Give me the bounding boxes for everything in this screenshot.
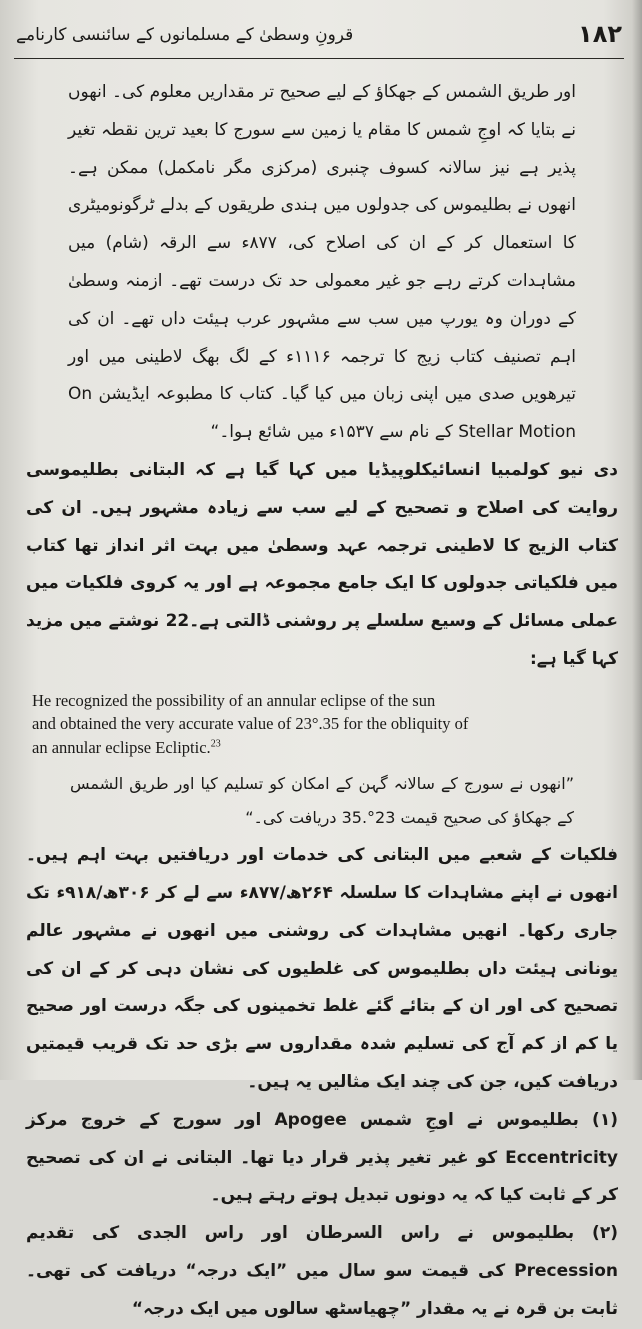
english-quote-line-1: He recognized the possibility of an annular eclipse of the sun: [32, 690, 436, 710]
list-item-2: (۲) بطلیموس نے راس السرطان اور راس الجدی کی تقدیم Precession کی قیمت سو سال میں ”ایک درجہ“ دریافت کی تھی۔ ثابت بن قرہ نے یہ مقدار ”چھیاسٹھ سالوں میں ایک درجہ“: [26, 1223, 618, 1319]
quoted-passage: اور طریق الشمس کے جھکاؤ کے لیے صحیح تر مقداریں معلوم کی۔ انھوں نے بتایا کہ اوجِ شمس کا مقام یا زمین سے سورج کا بعید ترین نقطہ تغیر پذیر ہے نیز سالانہ کسوف چنبری (مرکزی مگر نامکمل) ممکن ہے۔ انھوں نے بطلیموس کی جدولوں میں ہندی طریقوں کے بدلے ٹرگونومیٹری کا استعمال کر کے ان کی اصلاح کی، ۸۷۷ء سے الرقہ (شام) میں مشاہدات کرتے رہے جو غیر معمولی حد تک درست تھے۔ ازمنہ وسطیٰ کے دوران وہ یورپ میں سب سے مشہور عرب ہیئت داں تھے۔ ان کی اہم تصنیف کتاب زیج کا ترجمہ ۱۱۱۶ء کے لگ بھگ لاطینی میں اور تیرھویں صدی میں اپنی زبان میں کیا گیا۔ کتاب کا مطبوعہ ایڈیشن On Stellar Motion کے نام سے ۱۵۳۷ء میں شائع ہوا۔“: [68, 82, 577, 443]
english-quotation: [26, 689, 618, 760]
paragraph-encyclopedia: دی نیو کولمبیا انسائیکلوپیڈیا میں کہا گیا ہے کہ البتانی بطلیموسی روایت کی اصلاح و تصحیح کے لیے سب سے زیادہ مشہور ہیں۔ ان کی کتاب الزیج کا لاطینی ترجمہ عہد وسطیٰ میں بہت اثر انداز تھا کتاب میں فلکیاتی جدولوں کا ایک جامع مجموعہ ہے اور یہ کروی فلکیات میں عملی مسائل کے وسیع سلسلے پر روشنی ڈالتی ہے۔22 نوشتے میں مزید کہا گیا ہے:: [26, 459, 618, 669]
paragraph-contributions: فلکیات کے شعبے میں البتانی کی خدمات اور دریافتیں بہت اہم ہیں۔ انھوں نے اپنے مشاہدات کا سلسلہ ۲۶۴ھ/۸۷۷ء سے لے کر ۳۰۶ھ/۹۱۸ء تک جاری رکھا۔ انھیں مشاہدات کی روشنی میں انھوں نے مشہور عالم یونانی ہیئت داں بطلیموس کی غلطیوں کی نشان دہی کر کے ان کی تصحیح کی اور ان کے بتائے گئے غلط تخمینوں کی جگہ درست اور صحیح یا کم از کم آج کی تسلیم شدہ مقداروں سے بڑی حد تک قریب قیمتیں دریافت کیں، جن کی چند ایک مثالیں یہ ہیں۔: [26, 845, 618, 1093]
english-quote-line-2: and obtained the very accurate value of 23°.35 for the obliquity of: [32, 714, 469, 734]
page-body: [26, 74, 618, 1329]
header-divider: [14, 58, 624, 59]
english-quote-line-3: [32, 736, 618, 760]
footnote-marker: 23: [210, 738, 221, 750]
running-title: قرونِ وسطیٰ کے مسلمانوں کے سائنسی کارنامے: [16, 25, 354, 45]
english-quote-line-3-text: an annular eclipse Ecliptic.: [32, 737, 211, 757]
list-item-1: (۱) بطلیموس نے اوجِ شمس Apogee اور سورج کے خروج مرکز Eccentricity کو غیر تغیر پذیر قرار دیا تھا۔ البتانی نے ان کی تصحیح کر کے ثابت کیا کہ یہ دونوں تبدیل ہوتے رہتے ہیں۔: [26, 1109, 618, 1206]
urdu-translation: ”انھوں نے سورج کے سالانہ گہن کے امکان کو تسلیم کیا اور طریق الشمس کے جھکاؤ کی صحیح قیمت 23°.35 دریافت کی۔“: [70, 774, 574, 828]
page-number: ۱۸۲: [578, 20, 622, 48]
page-header: [16, 18, 622, 58]
